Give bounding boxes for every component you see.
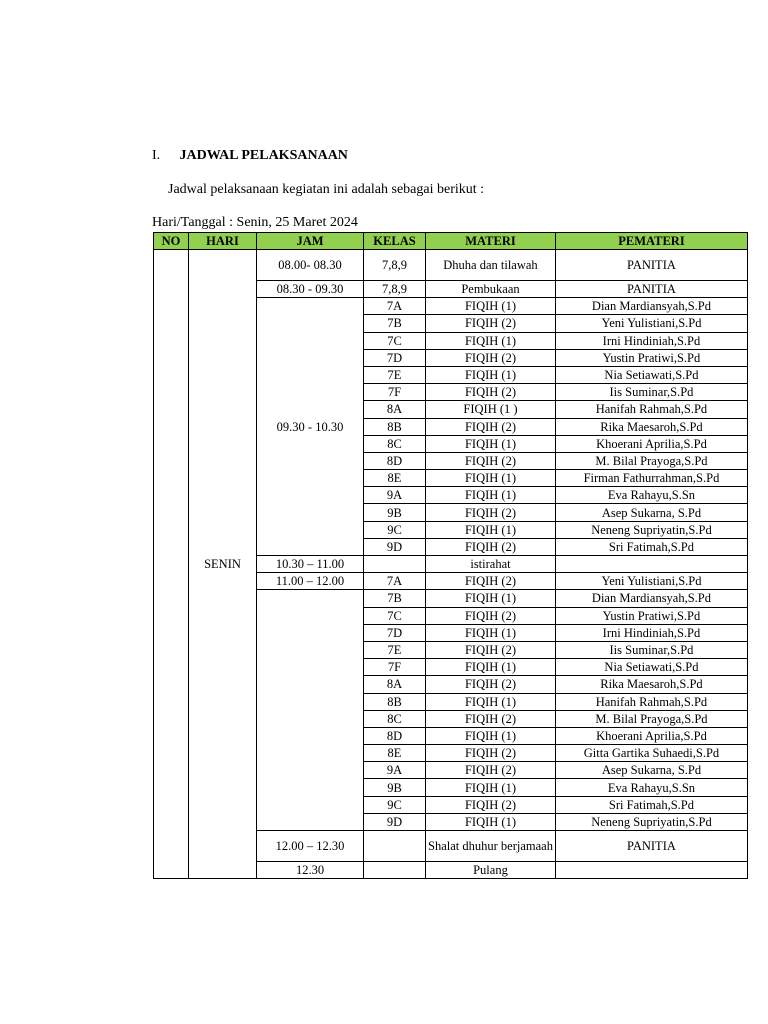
header-hari: HARI bbox=[189, 233, 257, 250]
materi-cell: FIQIH (1) bbox=[426, 813, 556, 830]
pemateri-cell: Hanifah Rahmah,S.Pd bbox=[555, 401, 747, 418]
kelas-cell: 8E bbox=[364, 745, 426, 762]
no-cell bbox=[154, 250, 189, 879]
pemateri-cell: Firman Fathurrahman,S.Pd bbox=[555, 470, 747, 487]
kelas-cell: 7A bbox=[364, 573, 426, 590]
jam-cell: 08.00- 08.30 bbox=[257, 250, 364, 281]
jam-cell: 12.00 – 12.30 bbox=[257, 831, 364, 862]
pemateri-cell: PANITIA bbox=[555, 250, 747, 281]
pemateri-cell: Dian Mardiansyah,S.Pd bbox=[555, 590, 747, 607]
materi-cell: FIQIH (2) bbox=[426, 349, 556, 366]
kelas-cell: 8B bbox=[364, 418, 426, 435]
pemateri-cell: Khoerani Aprilia,S.Pd bbox=[555, 435, 747, 452]
kelas-cell: 7,8,9 bbox=[364, 250, 426, 281]
pemateri-cell: Rika Maesaroh,S.Pd bbox=[555, 418, 747, 435]
kelas-cell: 9D bbox=[364, 538, 426, 555]
kelas-cell: 7F bbox=[364, 659, 426, 676]
pemateri-cell: PANITIA bbox=[555, 281, 747, 298]
materi-cell: FIQIH (2) bbox=[426, 504, 556, 521]
materi-cell: FIQIH (1) bbox=[426, 366, 556, 383]
materi-cell: FIQIH (2) bbox=[426, 418, 556, 435]
pemateri-cell: Eva Rahayu,S.Sn bbox=[555, 487, 747, 504]
pemateri-cell: Rika Maesaroh,S.Pd bbox=[555, 676, 747, 693]
jam-cell: 08.30 - 09.30 bbox=[257, 281, 364, 298]
materi-cell: FIQIH (2) bbox=[426, 315, 556, 332]
kelas-cell: 8C bbox=[364, 435, 426, 452]
materi-cell: FIQIH (2) bbox=[426, 384, 556, 401]
materi-cell: FIQIH (1) bbox=[426, 521, 556, 538]
pemateri-cell: M. Bilal Prayoga,S.Pd bbox=[555, 710, 747, 727]
intro-text: Jadwal pelaksanaan kegiatan ini adalah sebagai berikut : bbox=[168, 182, 485, 197]
materi-cell: FIQIH (1) bbox=[426, 590, 556, 607]
kelas-cell: 9A bbox=[364, 762, 426, 779]
pemateri-cell bbox=[555, 556, 747, 573]
pemateri-cell: Gitta Gartika Suhaedi,S.Pd bbox=[555, 745, 747, 762]
pemateri-cell: Irni Hindiniah,S.Pd bbox=[555, 332, 747, 349]
materi-cell: istirahat bbox=[426, 556, 556, 573]
materi-cell: FIQIH (1) bbox=[426, 693, 556, 710]
pemateri-cell: Nia Setiawati,S.Pd bbox=[555, 366, 747, 383]
pemateri-cell: Yustin Pratiwi,S.Pd bbox=[555, 349, 747, 366]
materi-cell: FIQIH (1 ) bbox=[426, 401, 556, 418]
pemateri-cell: Sri Fatimah,S.Pd bbox=[555, 796, 747, 813]
materi-cell: FIQIH (2) bbox=[426, 710, 556, 727]
materi-cell: FIQIH (2) bbox=[426, 796, 556, 813]
kelas-cell: 8C bbox=[364, 710, 426, 727]
section-number: I. bbox=[152, 148, 161, 163]
kelas-cell: 8A bbox=[364, 401, 426, 418]
materi-cell: FIQIH (2) bbox=[426, 762, 556, 779]
jam-cell bbox=[257, 590, 364, 831]
kelas-cell: 8E bbox=[364, 470, 426, 487]
pemateri-cell: Iis Suminar,S.Pd bbox=[555, 384, 747, 401]
kelas-cell: 7E bbox=[364, 366, 426, 383]
kelas-cell: 9C bbox=[364, 521, 426, 538]
kelas-cell: 7F bbox=[364, 384, 426, 401]
pemateri-cell: Iis Suminar,S.Pd bbox=[555, 641, 747, 658]
pemateri-cell: Yeni Yulistiani,S.Pd bbox=[555, 315, 747, 332]
pemateri-cell: PANITIA bbox=[555, 831, 747, 862]
table-header-row bbox=[154, 233, 748, 250]
materi-cell: FIQIH (2) bbox=[426, 676, 556, 693]
pemateri-cell: Irni Hindiniah,S.Pd bbox=[555, 624, 747, 641]
pemateri-cell: Dian Mardiansyah,S.Pd bbox=[555, 298, 747, 315]
materi-cell: Pulang bbox=[426, 862, 556, 879]
kelas-cell: 9B bbox=[364, 504, 426, 521]
pemateri-cell: Neneng Supriyatin,S.Pd bbox=[555, 813, 747, 830]
materi-cell: Pembukaan bbox=[426, 281, 556, 298]
pemateri-cell bbox=[555, 862, 747, 879]
header-materi: MATERI bbox=[426, 233, 556, 250]
header-jam: JAM bbox=[257, 233, 364, 250]
kelas-cell bbox=[364, 862, 426, 879]
pemateri-cell: M. Bilal Prayoga,S.Pd bbox=[555, 452, 747, 469]
materi-cell: FIQIH (1) bbox=[426, 298, 556, 315]
kelas-cell: 7D bbox=[364, 624, 426, 641]
kelas-cell: 7D bbox=[364, 349, 426, 366]
schedule-table bbox=[153, 232, 748, 879]
pemateri-cell: Khoerani Aprilia,S.Pd bbox=[555, 727, 747, 744]
kelas-cell: 7B bbox=[364, 590, 426, 607]
materi-cell: FIQIH (2) bbox=[426, 641, 556, 658]
pemateri-cell: Yeni Yulistiani,S.Pd bbox=[555, 573, 747, 590]
pemateri-cell: Neneng Supriyatin,S.Pd bbox=[555, 521, 747, 538]
jam-cell: 12.30 bbox=[257, 862, 364, 879]
pemateri-cell: Hanifah Rahmah,S.Pd bbox=[555, 693, 747, 710]
materi-cell: FIQIH (1) bbox=[426, 727, 556, 744]
materi-cell: FIQIH (1) bbox=[426, 435, 556, 452]
kelas-cell: 9B bbox=[364, 779, 426, 796]
kelas-cell: 8B bbox=[364, 693, 426, 710]
materi-cell: FIQIH (1) bbox=[426, 487, 556, 504]
materi-cell: FIQIH (2) bbox=[426, 538, 556, 555]
kelas-cell: 7,8,9 bbox=[364, 281, 426, 298]
jam-cell: 09.30 - 10.30 bbox=[257, 298, 364, 556]
kelas-cell: 7C bbox=[364, 332, 426, 349]
pemateri-cell: Asep Sukarna, S.Pd bbox=[555, 762, 747, 779]
kelas-cell: 8D bbox=[364, 727, 426, 744]
header-no: NO bbox=[154, 233, 189, 250]
section-title: JADWAL PELAKSANAAN bbox=[179, 148, 348, 163]
kelas-cell: 7B bbox=[364, 315, 426, 332]
kelas-cell: 7E bbox=[364, 641, 426, 658]
kelas-cell: 9A bbox=[364, 487, 426, 504]
table-row bbox=[154, 250, 748, 281]
day-cell: SENIN bbox=[189, 250, 257, 879]
pemateri-cell: Eva Rahayu,S.Sn bbox=[555, 779, 747, 796]
pemateri-cell: Yustin Pratiwi,S.Pd bbox=[555, 607, 747, 624]
kelas-cell: 9C bbox=[364, 796, 426, 813]
header-kelas: KELAS bbox=[364, 233, 426, 250]
kelas-cell bbox=[364, 831, 426, 862]
pemateri-cell: Asep Sukarna, S.Pd bbox=[555, 504, 747, 521]
materi-cell: FIQIH (1) bbox=[426, 332, 556, 349]
materi-cell: Dhuha dan tilawah bbox=[426, 250, 556, 281]
kelas-cell: 9D bbox=[364, 813, 426, 830]
kelas-cell bbox=[364, 556, 426, 573]
materi-cell: FIQIH (1) bbox=[426, 470, 556, 487]
materi-cell: FIQIH (2) bbox=[426, 745, 556, 762]
header-pemateri: PEMATERI bbox=[555, 233, 747, 250]
materi-cell: FIQIH (1) bbox=[426, 659, 556, 676]
materi-cell: FIQIH (2) bbox=[426, 573, 556, 590]
jam-cell: 11.00 – 12.00 bbox=[257, 573, 364, 590]
materi-cell: FIQIH (2) bbox=[426, 452, 556, 469]
materi-cell: Shalat dhuhur berjamaah bbox=[426, 831, 556, 862]
date-line: Hari/Tanggal : Senin, 25 Maret 2024 bbox=[152, 215, 358, 230]
section-heading bbox=[152, 148, 348, 164]
jam-cell: 10.30 – 11.00 bbox=[257, 556, 364, 573]
kelas-cell: 8D bbox=[364, 452, 426, 469]
pemateri-cell: Sri Fatimah,S.Pd bbox=[555, 538, 747, 555]
materi-cell: FIQIH (1) bbox=[426, 624, 556, 641]
kelas-cell: 7C bbox=[364, 607, 426, 624]
materi-cell: FIQIH (2) bbox=[426, 607, 556, 624]
materi-cell: FIQIH (1) bbox=[426, 779, 556, 796]
kelas-cell: 8A bbox=[364, 676, 426, 693]
kelas-cell: 7A bbox=[364, 298, 426, 315]
pemateri-cell: Nia Setiawati,S.Pd bbox=[555, 659, 747, 676]
